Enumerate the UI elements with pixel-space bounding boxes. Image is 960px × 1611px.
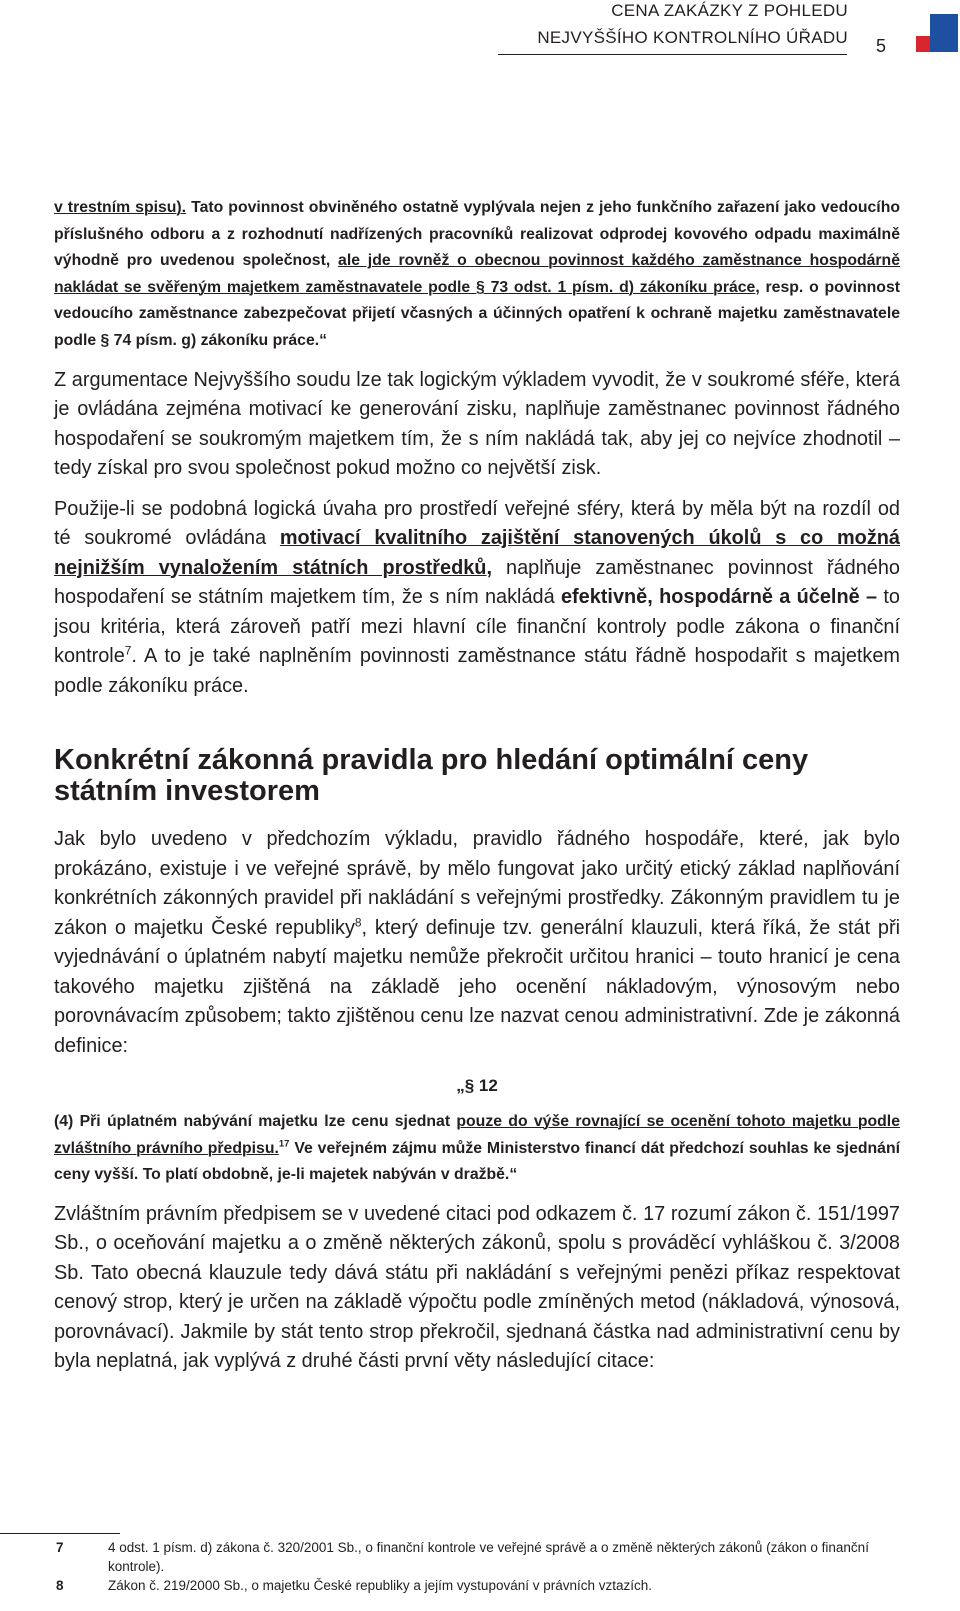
footnote-text: Zákon č. 219/2000 Sb., o majetku České republiky a jejím vystupování v právních vztazích. (108, 1578, 653, 1593)
page-header (0, 0, 960, 70)
header-title-line1: CENA ZAKÁZKY Z POHLEDU (611, 1, 848, 20)
quote-underlined-price: pouze do výše rovnající se ocenění tohoto majetku podle zvláštního právního předpisu. (54, 1113, 900, 1157)
spacer (54, 807, 900, 825)
quote-underlined-duty: ale jde rovněž o obecnou povinnost každého zaměstnance hospodárně nakládat se svěřeným majetkem zaměstnavatele podle § 73 odst. 1 písm. d) zákoníku práce (54, 252, 900, 296)
footnotes (0, 1538, 960, 1595)
footnote-ref-8[interactable]: 8 (354, 914, 362, 929)
paragraph-text: naplňuje zaměstnanec povinnost řádného hospodaření se státním majetkem tím, že s ním nakládá (54, 556, 900, 609)
paragraph-text: Jak bylo uvedeno v předchozím výkladu, pravidlo řádného hospodáře, které, jak bylo prokázáno, existuje i ve veřejné správě, by mělo fungovat jako určitý etický základ naplňování konkrétních zákonných pravidel při nakládání s veřejnými prostředky. Zákonným pravidlem tu je zákon o majetku České republiky (54, 828, 900, 939)
logo-blue-square-icon (930, 14, 958, 52)
quote-text: Tato povinnost obviněného ostatně vyplývala nejen z jeho funkčního zařazení jako vedoucího příslušného odboru a z rozhodnutí nadřízených pracovníků realizovat odprodej kovového odpadu maximálně výhodně pro uvedenou společnost, (54, 199, 900, 270)
paragraph-special-regulation: Zvláštním právním předpisem se v uvedené citaci pod odkazem č. 17 rozumí zákon č. 151/1997 Sb., o oceňování majetku a o změně některých zákonů, spolu s prováděcí vyhláškou č. 3/2008 Sb. Tato obecná klauzule tedy dává státu při nakládání s veřejnými penězi příkaz respektovat cenový strop, který je určen na základě výpočtu podle zmíněných metod (nákladová, výnosová, porovnávací). Jakmile by stát tento strop překročil, sjednaná částka nad administrativní cenu by byla neplatná, jak vyplývá z druhé části první věty následující citace: (54, 1202, 900, 1373)
section-mark: „§ 12 (456, 1076, 498, 1096)
footnote-number: 8 (56, 1578, 64, 1593)
footnote-number: 7 (56, 1540, 64, 1555)
section-heading: Konkrétní zákonná pravidla pro hledání optimální ceny státním investorem (54, 744, 809, 808)
spacer (54, 701, 900, 745)
footnote-item (0, 1576, 960, 1595)
footnote-text: 4 odst. 1 písm. d) zákona č. 320/2001 Sb., o finanční kontrole ve veřejné správě a o změně některých zákonů (zákon o finanční kontrole). (108, 1540, 869, 1574)
spacer (54, 1189, 900, 1200)
paragraph-rules (54, 825, 900, 1061)
law-quote (54, 1109, 900, 1189)
header-rule (498, 54, 847, 55)
paragraph-text: , který definuje tzv. generální klauzuli, která říká, že stát při vyjednávání o úplatném nabytí majetku nemůže překročit určitou hranici – touto hranicí je cena takového majetku zjištěná na základě jeho ocenění nákladovým, výnosovým nebo porovnávacím způsobem; takto zjištěnou cenu lze nazvat cenou administrativní. Zde je zákonná definice: (54, 916, 900, 1057)
quote-underlined-start: v trestním spisu). (54, 199, 187, 216)
footnote-ref-7[interactable]: 7 (124, 643, 132, 658)
paragraph-public-sphere (54, 495, 900, 702)
quote-text: (4) Při úplatném nabývání majetku lze cenu sjednat (54, 1113, 457, 1131)
court-quote (54, 195, 900, 355)
quote-text-end: , resp. o povinnost vedoucího zaměstnance zabezpečovat přijetí včasných a účinných opatření k ochraně majetku zaměstnavatele podle § 74 písm. g) zákoníku práce.“ (54, 278, 900, 349)
main-content (54, 195, 900, 1377)
paragraph-text: Použije-li se podobná logická úvaha pro prostředí veřejné sféry, která by měla být na rozdíl od té soukromé ovládána (54, 497, 900, 550)
page-number: 5 (876, 36, 887, 56)
quote-text: Ve veřejném zájmu může Ministerstvo financí dát předchozí souhlas ke sjednání ceny vyšší. To platí obdobně, je-li majetek nabýván v dražbě.“ (54, 1139, 900, 1184)
paragraph-supreme-court: Z argumentace Nejvyššího soudu lze tak logickým výkladem vyvodit, že v soukromé sféře, která je ovládána zejména motivací ke generování zisku, naplňuje zaměstnanec povinnost řádného hospodaření se soukromým majetkem tím, že s ním nakládá tak, aby jej co nejvíce zhodnotil – tedy získal pro svou společnost pokud možno co největší zisk. (54, 368, 900, 480)
logo-red-square-icon (916, 36, 930, 52)
paragraph-text: . A to je také naplněním povinnosti zaměstnance státu řádně hospodařit s majetkem podle zákoníku práce. (54, 645, 900, 697)
footnote-rule (0, 1533, 120, 1534)
footnote-item (0, 1538, 960, 1576)
paragraph-text: to jsou kritéria, která zároveň patří mezi hlavní cíle finanční kontroly podle zákona o finanční kontrole (54, 586, 900, 668)
spacer (54, 355, 900, 366)
bold-underlined-motivation: motivací kvalitního zajištění stanovených úkolů s co možná nejnižším vynaložením státních prostředků, (54, 527, 900, 579)
header-title-line2: NEJVYŠŠÍHO KONTROLNÍHO ÚŘADU (537, 28, 848, 47)
footnote-ref-17: 17 (278, 1138, 290, 1150)
bold-criteria: efektivně, hospodárně a účelně – (560, 586, 878, 609)
spacer (54, 484, 900, 495)
